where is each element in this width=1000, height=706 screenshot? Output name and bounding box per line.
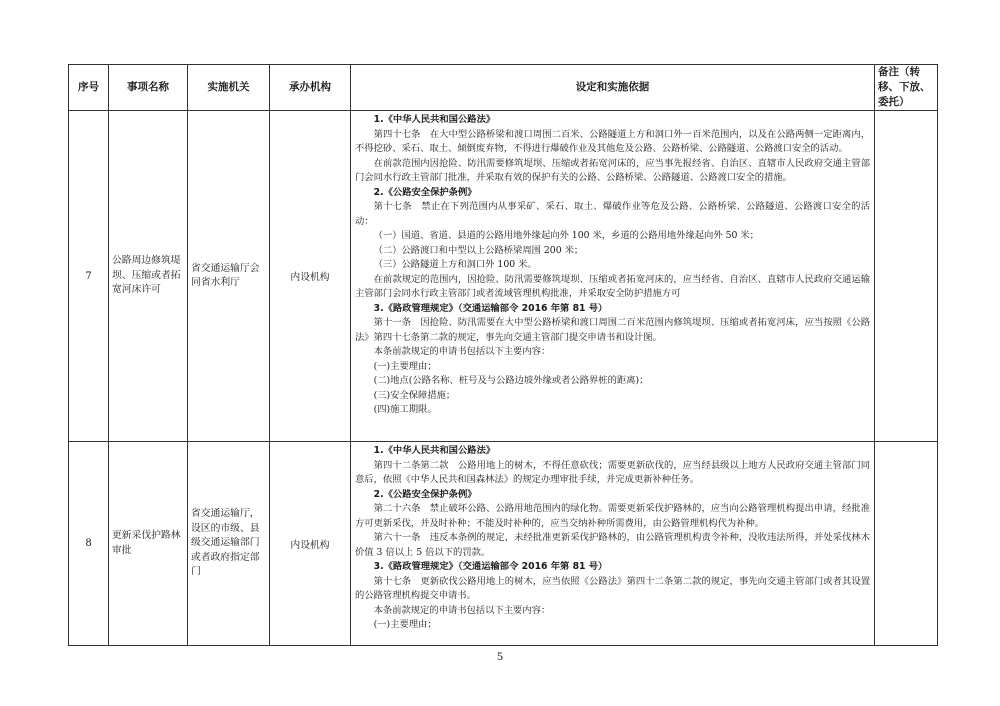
row-agency: 省交通运输厅会同省水利厅 <box>188 111 270 442</box>
basis-paragraph: 第六十一条 违反本条例的规定，未经批准更新采伐护路林的，由公路管理机构责令补种，没收违法所得，并处采伐林木价值 3 倍以上 5 倍以下的罚款。 <box>355 532 870 558</box>
row-item-name: 公路周边修筑堤坝、压缩或者拓宽河床许可 <box>109 111 188 442</box>
row-remark <box>875 111 938 442</box>
row-remark <box>875 442 938 646</box>
basis-list-item: (三)安全保障措施； <box>373 389 456 401</box>
basis-paragraph: 第十七条 禁止在下列范围内从事采矿、采石、取土、爆破作业等危及公路、公路桥梁、公路隧道、公路渡口安全的活动： <box>355 201 870 227</box>
header-seq: 序号 <box>69 65 109 111</box>
page-number: 5 <box>497 649 503 663</box>
basis-list-item: (一)主要理由； <box>373 619 437 630</box>
header-handler: 承办机构 <box>270 65 351 111</box>
row-handler: 内设机构 <box>270 442 351 646</box>
row-handler: 内设机构 <box>270 111 351 442</box>
header-remark: 备注（转移、下放、委托） <box>875 65 938 111</box>
basis-heading: 3.《路政管理规定》（交通运输部令 2016 年第 81 号） <box>373 302 608 314</box>
row-seq: 8 <box>69 442 109 646</box>
basis-heading: 1.《中华人民共和国公路法》 <box>373 445 496 456</box>
basis-list-item: (一)主要理由； <box>373 360 437 372</box>
header-basis: 设定和实施依据 <box>351 65 875 111</box>
basis-list-item: （三）公路隧道上方和洞口外 100 米。 <box>373 259 537 270</box>
header-agency: 实施机关 <box>188 65 270 111</box>
basis-list-item: （一）国道、省道、县道的公路用地外缘起向外 100 米，乡道的公路用地外缘起向外 50 米； <box>373 230 759 241</box>
basis-heading: 1.《中华人民共和国公路法》 <box>373 114 496 125</box>
basis-paragraph: 在前款规定的范围内，因抢险、防汛需要修筑堤坝、压缩或者拓宽河床的，应当经省、自治区、直辖市人民政府交通运输主管部门会同水行政主管部门或者流域管理机构批准，并采取安全防护措施方可 <box>355 273 870 299</box>
table-row <box>69 442 938 646</box>
header-row <box>69 65 938 111</box>
basis-paragraph: 第四十七条 在大中型公路桥梁和渡口周围二百米、公路隧道上方和洞口外一百米范围内，以及在公路两侧一定距离内，不得挖砂、采石、取土、倾倒废弃物，不得进行爆破作业及其他危及公路、公路桥梁、公路隧道、公路渡口安全的活动。 <box>355 128 870 154</box>
basis-heading: 3.《路政管理规定》（交通运输部令 2016 年第 81 号） <box>373 561 608 572</box>
basis-paragraph: 第十七条 更新砍伐公路用地上的树木，应当依照《公路法》第四十二条第二款的规定，事先向交通主管部门或者其设置的公路管理机构提交申请书。 <box>355 575 870 601</box>
basis-list-item: (四)施工期限。 <box>373 404 437 415</box>
basis-paragraph: 本条前款规定的申请书包括以下主要内容： <box>373 346 551 357</box>
basis-paragraph: 本条前款规定的申请书包括以下主要内容： <box>373 604 551 616</box>
row-item-name: 更新采伐护路林审批 <box>109 442 188 646</box>
row-agency: 省交通运输厅，设区的市级、县级交通运输部门或者政府指定部门 <box>188 442 270 646</box>
matters-table <box>68 64 938 646</box>
header-name: 事项名称 <box>109 65 188 111</box>
row-seq: 7 <box>69 111 109 442</box>
basis-list-item: (二)地点(公路名称、桩号及与公路边坡外缘或者公路界桩的距离)； <box>373 375 649 386</box>
row-basis <box>351 111 875 442</box>
row-basis <box>351 442 875 646</box>
basis-heading: 2.《公路安全保护条例》 <box>373 186 477 198</box>
table-row <box>69 111 938 442</box>
basis-heading: 2.《公路安全保护条例》 <box>373 488 477 500</box>
basis-paragraph: 第十一条 因抢险、防汛需要在大中型公路桥梁和渡口周围二百米范围内修筑堤坝、压缩或者拓宽河床，应当按照《公路法》第四十七条第二款的规定，事先向交通主管部门提交申请书和设计图。 <box>355 317 870 343</box>
basis-paragraph: 第四十二条第二款 公路用地上的树木，不得任意砍伐；需要更新砍伐的，应当经县级以上地方人民政府交通主管部门同意后，依照《中华人民共和国森林法》的规定办理审批手续，并完成更新补种任务。 <box>355 459 870 485</box>
basis-list-item: （二）公路渡口和中型以上公路桥梁周围 200 米； <box>373 244 584 256</box>
basis-paragraph: 在前款范围内因抢险、防汛需要修筑堤坝、压缩或者拓宽河床的，应当事先报经省、自治区、直辖市人民政府交通主管部门会同水行政主管部门批准，并采取有效的保护有关的公路、公路桥梁、公路隧道、公路渡口安全的措施。 <box>355 157 870 183</box>
basis-paragraph: 第二十六条 禁止破坏公路、公路用地范围内的绿化物。需要更新采伐护路林的，应当向公路管理机构提出申请，经批准方可更新采伐，并及时补种；不能及时补种的，应当交纳补种所需费用，由公路管理机构代为补种。 <box>355 503 870 529</box>
